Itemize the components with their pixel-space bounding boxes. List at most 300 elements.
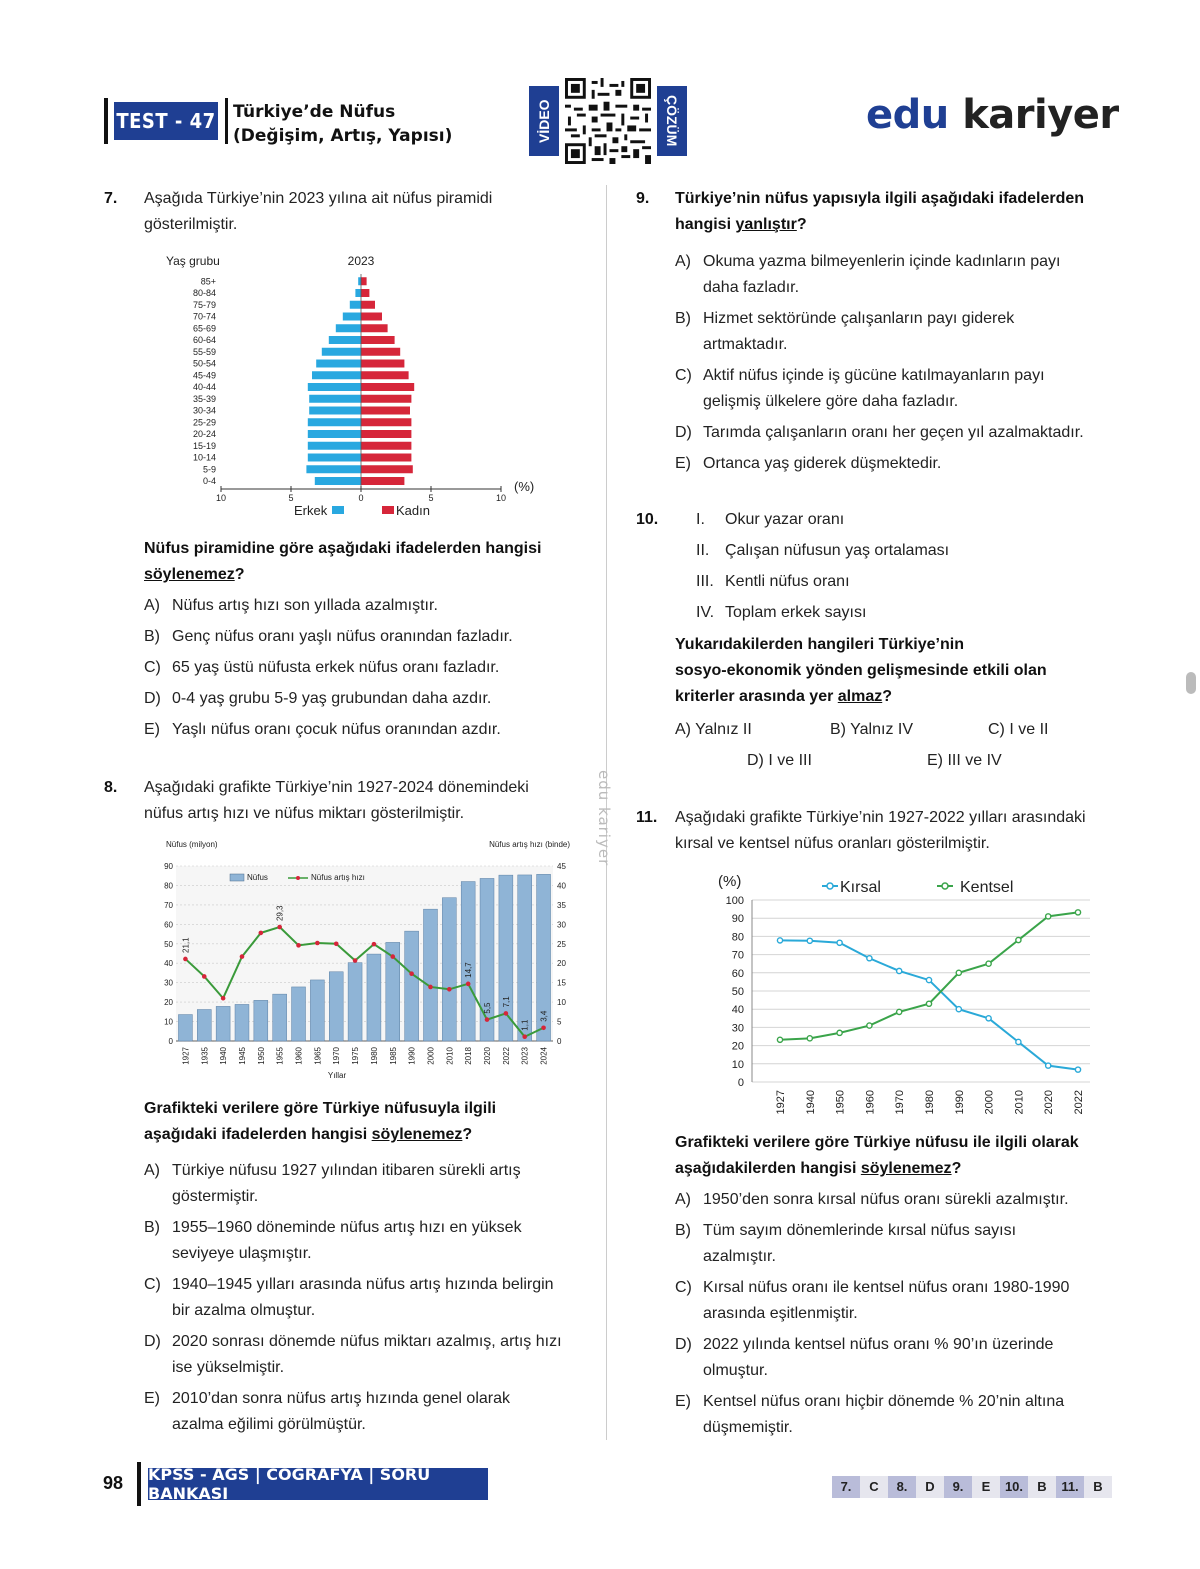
popchart-bar bbox=[310, 980, 324, 1041]
legend-kadin: Kadın bbox=[396, 503, 430, 518]
q7-intro-line2: gösterilmiştir. bbox=[144, 216, 238, 233]
q8-option-d-l2: ise yükselmiştir. bbox=[172, 1359, 285, 1376]
q7-option-d-letter: D) bbox=[144, 690, 161, 707]
q7-option-d-text: 0-4 yaş grubu 5-9 yaş grubundan daha azdır. bbox=[172, 690, 492, 707]
pyramid-bar-kadin bbox=[361, 324, 388, 332]
popchart-xtick-label: 2023 bbox=[520, 1047, 530, 1065]
urbchart-line-kirsal-point bbox=[1075, 1067, 1080, 1072]
urbchart-xtick-label: 1990 bbox=[953, 1090, 966, 1115]
popchart-growth-label: 7,1 bbox=[501, 996, 511, 1008]
urbchart-xtick-label: 1970 bbox=[894, 1090, 907, 1115]
q7-option-e[interactable] bbox=[144, 717, 501, 743]
q10-stem-qmark: ? bbox=[882, 688, 893, 705]
popchart-bar bbox=[461, 882, 475, 1041]
q9-stem-underline: yanlıştır bbox=[735, 216, 797, 233]
popchart-growth-point bbox=[259, 931, 264, 936]
popchart-bar bbox=[178, 1015, 192, 1041]
answer-key-num: 8. bbox=[888, 1476, 916, 1498]
q7-option-a[interactable] bbox=[144, 593, 438, 619]
q9-option-c-l2: gelişmiş ülkelere göre daha fazladır. bbox=[703, 393, 959, 410]
popchart-xtick-label: 1955 bbox=[275, 1047, 285, 1065]
q10-item-2-roman: II. bbox=[696, 542, 710, 559]
q8-option-a[interactable] bbox=[144, 1158, 521, 1210]
popchart-bar bbox=[216, 1006, 230, 1041]
pyramid-bar-kadin bbox=[361, 407, 410, 415]
legend-erkek: Erkek bbox=[294, 503, 328, 518]
urbchart-line-kentsel-point bbox=[956, 970, 961, 975]
q10-item-4-text: Toplam erkek sayısı bbox=[725, 604, 867, 621]
topic-line-2: (Değişim, Artış, Yapısı) bbox=[233, 126, 453, 146]
q8-option-a-l2: göstermiştir. bbox=[172, 1188, 259, 1205]
q9-option-b[interactable] bbox=[675, 306, 1014, 358]
pyramid-xlabel: (%) bbox=[514, 479, 535, 494]
popchart-ytick-right: 35 bbox=[557, 900, 566, 910]
popchart-ytick-left: 20 bbox=[164, 998, 173, 1008]
urbchart-xtick-label: 1960 bbox=[864, 1090, 877, 1115]
q9-option-d-letter: D) bbox=[675, 424, 692, 441]
urbchart-line-kentsel-point bbox=[986, 961, 991, 966]
urbchart-ytick: 50 bbox=[731, 986, 744, 998]
popchart-ytick-right: 30 bbox=[557, 920, 566, 930]
q7-option-b-letter: B) bbox=[144, 628, 160, 645]
q7-option-e-letter: E) bbox=[144, 721, 160, 738]
q9-stem-qmark: ? bbox=[796, 216, 807, 233]
pyramid-bar-erkek bbox=[343, 313, 361, 321]
pyramid-bar-kadin bbox=[361, 336, 395, 344]
pyramid-bar-kadin bbox=[361, 430, 411, 438]
q10-number: 10. bbox=[636, 511, 659, 528]
q11-stem-line2-text: aşağıdakilerden hangisi bbox=[675, 1160, 861, 1177]
q8-option-c[interactable] bbox=[144, 1272, 554, 1324]
popchart-bar bbox=[367, 954, 381, 1041]
pyramid-bar-kadin bbox=[361, 313, 382, 321]
q9-option-e[interactable] bbox=[675, 451, 941, 477]
popchart-ytick-left: 50 bbox=[164, 939, 173, 949]
urbchart-ytick: 70 bbox=[731, 949, 744, 962]
q10-item-4-roman: IV. bbox=[696, 604, 715, 621]
pyramid-bar-kadin bbox=[361, 442, 411, 450]
q11-option-e-l2: düşmemiştir. bbox=[703, 1419, 793, 1436]
popchart-growth-label: 14,7 bbox=[464, 962, 474, 978]
pyramid-bar-erkek bbox=[306, 465, 361, 473]
urbchart-line-kentsel-point bbox=[897, 1009, 902, 1014]
brand-logo bbox=[866, 92, 1119, 138]
popchart-ytick-right: 40 bbox=[557, 881, 566, 891]
pyramid-bar-erkek bbox=[308, 430, 361, 438]
urbchart-line-kentsel-point bbox=[1016, 937, 1021, 942]
q7-option-c-letter: C) bbox=[144, 659, 161, 676]
q11-option-e-letter: E) bbox=[675, 1393, 691, 1410]
popchart-bar bbox=[197, 1010, 211, 1042]
q11-stem-line2 bbox=[675, 1156, 1079, 1182]
popchart-ytick-left: 30 bbox=[164, 978, 173, 988]
q7-stem-line1: Nüfus piramidine göre aşağıdaki ifadelerden hangisi bbox=[144, 540, 542, 557]
q10-stem-line3-text: kriterler arasında yer bbox=[675, 688, 838, 705]
q7-stem-underline: söylenemez bbox=[144, 566, 235, 583]
q7-intro-line1: Aşağıda Türkiye’nin 2023 yılına ait nüfus piramidi bbox=[144, 190, 493, 207]
pyramid-age-label: 80-84 bbox=[192, 288, 216, 298]
popchart-growth-point bbox=[353, 958, 358, 963]
q10-item-2-text: Çalışan nüfusun yaş ortalaması bbox=[725, 542, 950, 559]
popchart-growth-point bbox=[409, 971, 414, 976]
q9-option-e-letter: E) bbox=[675, 455, 691, 472]
pyramid-bar-erkek bbox=[316, 360, 361, 368]
popchart-ylabel-left: Nüfus (milyon) bbox=[166, 840, 218, 849]
q7-option-a-letter: A) bbox=[144, 597, 160, 614]
urbchart-xtick-label: 1980 bbox=[924, 1090, 936, 1115]
q7-option-a-text: Nüfus artış hızı son yıllada azalmıştır. bbox=[172, 597, 438, 614]
q7-option-b[interactable] bbox=[144, 624, 513, 650]
popchart-ylabel-right: Nüfus artış hızı (binde) bbox=[489, 840, 570, 849]
popchart-ytick-right: 25 bbox=[557, 939, 566, 949]
pyramid-bar-kadin bbox=[361, 360, 404, 368]
q11-number: 11. bbox=[636, 809, 658, 826]
q8-option-e-l1: 2010’dan sonra nüfus artış hızında genel olarak bbox=[172, 1390, 511, 1407]
q9-option-d[interactable] bbox=[675, 420, 1084, 446]
popchart-xtick-label: 1940 bbox=[219, 1047, 229, 1065]
brand-edu: edu bbox=[866, 92, 949, 138]
pyramid-bar-erkek bbox=[355, 289, 361, 297]
pyramid-age-label: 15-19 bbox=[192, 440, 216, 451]
pyramid-bar-kadin bbox=[361, 277, 367, 285]
urbchart-xtick-label: 2020 bbox=[1043, 1090, 1056, 1115]
q9-option-c-l1: Aktif nüfus içinde iş gücüne katılmayanların payı bbox=[703, 367, 1045, 384]
q11-option-d[interactable] bbox=[675, 1332, 1053, 1384]
urbchart-line-kentsel-point bbox=[777, 1037, 782, 1042]
q10-stem-underline: almaz bbox=[837, 688, 883, 705]
legend-kadin-swatch bbox=[382, 506, 394, 514]
urbchart-xtick-label: 1927 bbox=[775, 1090, 787, 1115]
q10-item-2 bbox=[696, 538, 949, 564]
urbchart-line-kirsal-point bbox=[777, 938, 782, 943]
q9-option-e-l1: Ortanca yaş giderek düşmektedir. bbox=[703, 455, 942, 472]
popchart-xtick-label: 2000 bbox=[426, 1047, 436, 1065]
urbchart-ytick: 90 bbox=[731, 913, 744, 926]
answer-key-num: 7. bbox=[832, 1476, 860, 1498]
scrollbar-thumb[interactable] bbox=[1186, 672, 1196, 694]
q8-option-e-l2: azalma eğilimi görülmüştür. bbox=[172, 1416, 366, 1433]
legend-growth: Nüfus artış hızı bbox=[311, 873, 365, 882]
popchart-growth-point bbox=[390, 954, 395, 959]
popchart-xtick-label: 1960 bbox=[294, 1047, 304, 1065]
popchart-ytick-left: 0 bbox=[168, 1037, 173, 1046]
pyramid-bar-kadin bbox=[361, 395, 411, 403]
popchart-xtick-label: 1990 bbox=[407, 1047, 417, 1065]
q11-option-d-l2: olmuştur. bbox=[703, 1362, 768, 1379]
pyramid-tick-label: 10 bbox=[215, 493, 227, 503]
q11-option-b-l1: Tüm sayım dönemlerinde kırsal nüfus sayısı bbox=[703, 1222, 1017, 1239]
q8-option-b-letter: B) bbox=[144, 1219, 160, 1236]
popchart-bar bbox=[348, 963, 362, 1041]
q10-option-d[interactable]: D) I ve III bbox=[747, 752, 812, 769]
q11-option-c[interactable] bbox=[675, 1275, 1069, 1327]
q9-option-b-l1: Hizmet sektöründe çalışanların payı giderek bbox=[703, 310, 1015, 327]
urbchart-xtick-label: 1950 bbox=[834, 1090, 847, 1115]
urbchart-line-kirsal-point bbox=[867, 956, 872, 961]
urbchart-ytick: 30 bbox=[731, 1022, 744, 1035]
urbchart-line-kirsal-point bbox=[1016, 1039, 1021, 1044]
q11-option-b[interactable] bbox=[675, 1218, 1016, 1270]
popchart-bar bbox=[442, 898, 456, 1041]
q11-option-d-l1: 2022 yılında kentsel nüfus oranı % 90’ın üzerinde bbox=[703, 1336, 1054, 1353]
pyramid-bar-erkek bbox=[358, 277, 361, 285]
answer-key-num: 11. bbox=[1056, 1476, 1084, 1498]
q8-stem-line2-text: aşağıdaki ifadelerden hangisi bbox=[144, 1126, 372, 1143]
q10-option-c[interactable]: C) I ve II bbox=[988, 721, 1049, 738]
urbchart-line-kirsal-point bbox=[956, 1007, 961, 1012]
q10-option-e[interactable]: E) III ve IV bbox=[927, 752, 1002, 769]
popchart-growth-point bbox=[447, 987, 452, 992]
pyramid-bar-erkek bbox=[312, 371, 361, 379]
side-brand: edu kariyer bbox=[595, 770, 613, 867]
pyramid-bar-erkek bbox=[315, 477, 361, 485]
q7-option-c[interactable] bbox=[144, 655, 499, 681]
popchart-growth-label: 21,1 bbox=[181, 937, 191, 953]
pyramid-bar-erkek bbox=[308, 454, 361, 462]
pyramid-age-label: 60-64 bbox=[192, 335, 216, 345]
q9-stem-line2 bbox=[675, 212, 1084, 238]
q11-intro-line2: kırsal ve kentsel nüfus oranları gösterilmiştir. bbox=[675, 835, 990, 852]
answer-key-value: B bbox=[1028, 1476, 1056, 1498]
q10-item-3-roman: III. bbox=[696, 573, 714, 590]
q7-intro bbox=[144, 186, 492, 238]
header-rule-2 bbox=[225, 98, 228, 144]
answer-key-num: 10. bbox=[1000, 1476, 1028, 1498]
q8-stem bbox=[144, 1096, 496, 1148]
popchart-bar bbox=[254, 1000, 268, 1041]
pyramid-bar-erkek bbox=[309, 407, 361, 415]
popchart-growth-point bbox=[541, 1025, 546, 1030]
q11-option-a[interactable] bbox=[675, 1187, 1069, 1213]
q10-item-1-roman: I. bbox=[696, 511, 705, 528]
popchart-xtick-label: 1927 bbox=[181, 1047, 191, 1065]
q8-option-e[interactable] bbox=[144, 1386, 510, 1438]
popchart-ytick-left: 80 bbox=[164, 881, 173, 891]
pyramid-age-label: 25-29 bbox=[192, 417, 216, 428]
popchart-xtick-label: 1970 bbox=[332, 1047, 342, 1065]
q8-stem-qmark: ? bbox=[462, 1126, 473, 1143]
population-pyramid-chart bbox=[150, 248, 550, 526]
popchart-growth-point bbox=[277, 925, 282, 930]
urbchart-line-kirsal-point bbox=[1046, 1063, 1051, 1068]
popchart-ytick-left: 40 bbox=[164, 959, 173, 969]
popchart-ytick-right: 5 bbox=[557, 1017, 562, 1027]
urbchart-line-kentsel-point bbox=[926, 1001, 931, 1006]
q9-option-a-l1: Okuma yazma bilmeyenlerin içinde kadınların payı bbox=[703, 253, 1061, 270]
popchart-bar bbox=[480, 878, 494, 1041]
popchart-xlabel: Yıllar bbox=[327, 1071, 347, 1080]
popchart-xtick-label: 1945 bbox=[237, 1047, 247, 1065]
q11-option-e[interactable] bbox=[675, 1389, 1064, 1441]
footer-series: KPSS - AGS | COĞRAFYA | SORU BANKASI bbox=[148, 1468, 488, 1500]
q8-option-a-letter: A) bbox=[144, 1162, 160, 1179]
urbchart-line-kirsal-point bbox=[897, 968, 902, 973]
popchart-bar bbox=[499, 875, 513, 1041]
popchart-growth-label: 3,4 bbox=[539, 1010, 549, 1022]
pyramid-bar-kadin bbox=[361, 348, 400, 356]
popchart-bar bbox=[235, 1004, 249, 1041]
q8-stem-line1: Grafikteki verilere göre Türkiye nüfusuyla ilgili bbox=[144, 1100, 497, 1117]
pyramid-bar-kadin bbox=[361, 465, 413, 473]
answer-key-num: 9. bbox=[944, 1476, 972, 1498]
pyramid-bar-erkek bbox=[308, 418, 361, 426]
q11-option-e-l1: Kentsel nüfus oranı hiçbir dönemde % 20’nin altına bbox=[703, 1393, 1065, 1410]
urbchart-xtick-label: 2022 bbox=[1073, 1090, 1085, 1115]
q9-option-a-letter: A) bbox=[675, 253, 691, 270]
popchart-growth-point bbox=[522, 1034, 527, 1039]
q9-option-b-l2: artmaktadır. bbox=[703, 336, 788, 353]
urbchart-xtick-label: 2010 bbox=[1013, 1090, 1026, 1115]
popchart-ytick-left: 10 bbox=[164, 1017, 173, 1027]
legend-growth-dot bbox=[296, 876, 300, 880]
popchart-growth-label: 5,5 bbox=[483, 1002, 493, 1014]
q10-item-4 bbox=[696, 600, 866, 626]
popchart-xtick-label: 1965 bbox=[313, 1047, 323, 1065]
popchart-growth-label: 29,3 bbox=[275, 905, 285, 922]
urbchart-line-kentsel bbox=[780, 912, 1078, 1039]
q8-option-b[interactable] bbox=[144, 1215, 522, 1267]
q8-intro-line1: Aşağıdaki grafikte Türkiye’nin 1927-2024 dönemindeki bbox=[144, 779, 529, 796]
q9-option-a-l2: daha fazladır. bbox=[703, 279, 800, 296]
pyramid-title: 2023 bbox=[347, 254, 375, 268]
q8-option-c-l2: bir azalma olmuştur. bbox=[172, 1302, 316, 1319]
q7-option-d[interactable] bbox=[144, 686, 491, 712]
popchart-xtick-label: 2018 bbox=[464, 1047, 474, 1065]
popchart-ytick-right: 45 bbox=[557, 862, 566, 871]
q11-option-a-letter: A) bbox=[675, 1191, 691, 1208]
pyramid-age-label: 75-79 bbox=[192, 299, 216, 310]
popchart-bar bbox=[424, 909, 438, 1041]
qr-code-icon[interactable] bbox=[565, 78, 651, 164]
q11-option-d-letter: D) bbox=[675, 1336, 692, 1353]
q8-stem-line2 bbox=[144, 1122, 496, 1148]
pyramid-age-label: 20-24 bbox=[192, 429, 216, 439]
urbchart-line-kirsal-point bbox=[837, 940, 842, 945]
urbchart-line-kentsel-point bbox=[807, 1036, 812, 1041]
popchart-xtick-label: 2024 bbox=[539, 1047, 549, 1065]
q7-number: 7. bbox=[104, 190, 118, 207]
pyramid-tick-label: 10 bbox=[495, 493, 507, 503]
q9-stem bbox=[675, 186, 1084, 238]
pyramid-bar-kadin bbox=[361, 383, 414, 391]
q7-option-b-text: Genç nüfus oranı yaşlı nüfus oranından fazladır. bbox=[172, 628, 513, 645]
pyramid-age-label: 5-9 bbox=[202, 464, 216, 475]
q8-option-b-l1: 1955–1960 döneminde nüfus artış hızı en yüksek bbox=[172, 1219, 522, 1236]
q10-item-3 bbox=[696, 569, 850, 595]
answer-key bbox=[832, 1476, 1112, 1498]
q7-stem-line2 bbox=[144, 562, 541, 588]
q11-stem-underline: söylenemez bbox=[860, 1160, 952, 1177]
pyramid-bar-erkek bbox=[336, 324, 361, 332]
pyramid-bar-erkek bbox=[322, 348, 361, 356]
urbchart-ytick: 0 bbox=[737, 1077, 744, 1089]
urbchart-ylabel: (%) bbox=[718, 873, 742, 890]
popchart-growth-point bbox=[183, 957, 188, 962]
urbchart-xtick-label: 2000 bbox=[983, 1090, 996, 1115]
popchart-bar bbox=[329, 972, 343, 1041]
q11-stem bbox=[675, 1130, 1079, 1182]
popchart-ytick-right: 0 bbox=[557, 1037, 562, 1046]
q11-option-b-l2: azalmıştır. bbox=[703, 1248, 776, 1265]
q8-option-a-l1: Türkiye nüfusu 1927 yılından itibaren sürekli artış bbox=[172, 1162, 521, 1179]
popchart-growth-point bbox=[221, 996, 226, 1001]
legend-erkek-swatch bbox=[332, 506, 344, 514]
q8-number: 8. bbox=[104, 779, 118, 796]
q8-option-d-l1: 2020 sonrası dönemde nüfus miktarı azalmış, artış hızı bbox=[172, 1333, 562, 1350]
popchart-ytick-left: 70 bbox=[164, 900, 173, 910]
q7-option-c-text: 65 yaş üstü nüfusta erkek nüfus oranı fazladır. bbox=[172, 659, 500, 676]
legend-kentsel-dot bbox=[942, 883, 948, 889]
popchart-ytick-right: 10 bbox=[557, 998, 566, 1008]
urbchart-line-kirsal-point bbox=[807, 938, 812, 943]
q9-option-c[interactable] bbox=[675, 363, 1045, 415]
urbchart-ytick: 10 bbox=[731, 1058, 744, 1071]
q7-stem-qmark: ? bbox=[234, 566, 245, 583]
q8-option-e-letter: E) bbox=[144, 1390, 160, 1407]
q8-option-d[interactable] bbox=[144, 1329, 562, 1381]
popchart-ytick-left: 90 bbox=[164, 862, 173, 871]
urbchart-line-kentsel-point bbox=[867, 1023, 872, 1028]
q11-option-c-l2: arasında eşitlenmiştir. bbox=[703, 1305, 858, 1322]
q9-option-c-letter: C) bbox=[675, 367, 692, 384]
urbchart-ytick: 60 bbox=[731, 967, 744, 980]
q11-stem-qmark: ? bbox=[951, 1160, 962, 1177]
popchart-xtick-label: 1935 bbox=[200, 1047, 210, 1065]
pyramid-bar-kadin bbox=[361, 418, 411, 426]
q11-option-b-letter: B) bbox=[675, 1222, 691, 1239]
urbchart-line-kentsel-point bbox=[1075, 910, 1080, 915]
pyramid-age-label: 0-4 bbox=[202, 476, 216, 486]
popchart-ytick-left: 60 bbox=[164, 920, 173, 930]
pyramid-age-label: 35-39 bbox=[192, 393, 216, 404]
popchart-growth-label: 1,1 bbox=[520, 1019, 530, 1031]
popchart-ytick-right: 20 bbox=[557, 959, 566, 969]
page-number: 98 bbox=[103, 1473, 124, 1493]
answer-key-value: C bbox=[860, 1476, 888, 1498]
popchart-growth-point bbox=[485, 1017, 490, 1022]
q8-stem-underline: söylenemez bbox=[371, 1126, 463, 1143]
pyramid-age-label: 45-49 bbox=[192, 370, 216, 381]
video-tag: VİDEO bbox=[529, 86, 559, 156]
popchart-xtick-label: 2022 bbox=[501, 1047, 511, 1065]
urbchart-ytick: 80 bbox=[731, 931, 744, 944]
urbchart-line-kirsal-point bbox=[986, 1016, 991, 1021]
pyramid-bar-erkek bbox=[308, 383, 361, 391]
q10-option-b[interactable]: B) Yalnız IV bbox=[830, 721, 913, 738]
popchart-growth-point bbox=[240, 954, 245, 959]
q9-stem-line1: Türkiye’nin nüfus yapısıyla ilgili aşağıdaki ifadelerden bbox=[675, 190, 1085, 207]
pyramid-bar-erkek bbox=[309, 395, 361, 403]
urbchart-ytick: 40 bbox=[731, 1004, 744, 1017]
topic-title bbox=[233, 100, 452, 148]
pyramid-bar-kadin bbox=[361, 301, 375, 309]
topic-line-1: Türkiye’de Nüfus bbox=[233, 102, 396, 122]
pyramid-bar-kadin bbox=[361, 289, 369, 297]
q10-option-a[interactable]: A) Yalnız II bbox=[675, 721, 752, 738]
q9-number: 9. bbox=[636, 190, 650, 207]
popchart-bar bbox=[518, 875, 532, 1041]
q9-option-a[interactable] bbox=[675, 249, 1061, 301]
answer-key-value: D bbox=[916, 1476, 944, 1498]
urbchart-ytick: 100 bbox=[725, 895, 744, 907]
header-rule bbox=[104, 98, 108, 144]
urbchart-line-kentsel-point bbox=[837, 1030, 842, 1035]
q10-item-1 bbox=[696, 507, 844, 533]
popchart-growth-point bbox=[428, 985, 433, 990]
pyramid-tick-label: 5 bbox=[428, 493, 434, 503]
popchart-bar bbox=[273, 994, 287, 1041]
popchart-growth-point bbox=[202, 974, 207, 979]
